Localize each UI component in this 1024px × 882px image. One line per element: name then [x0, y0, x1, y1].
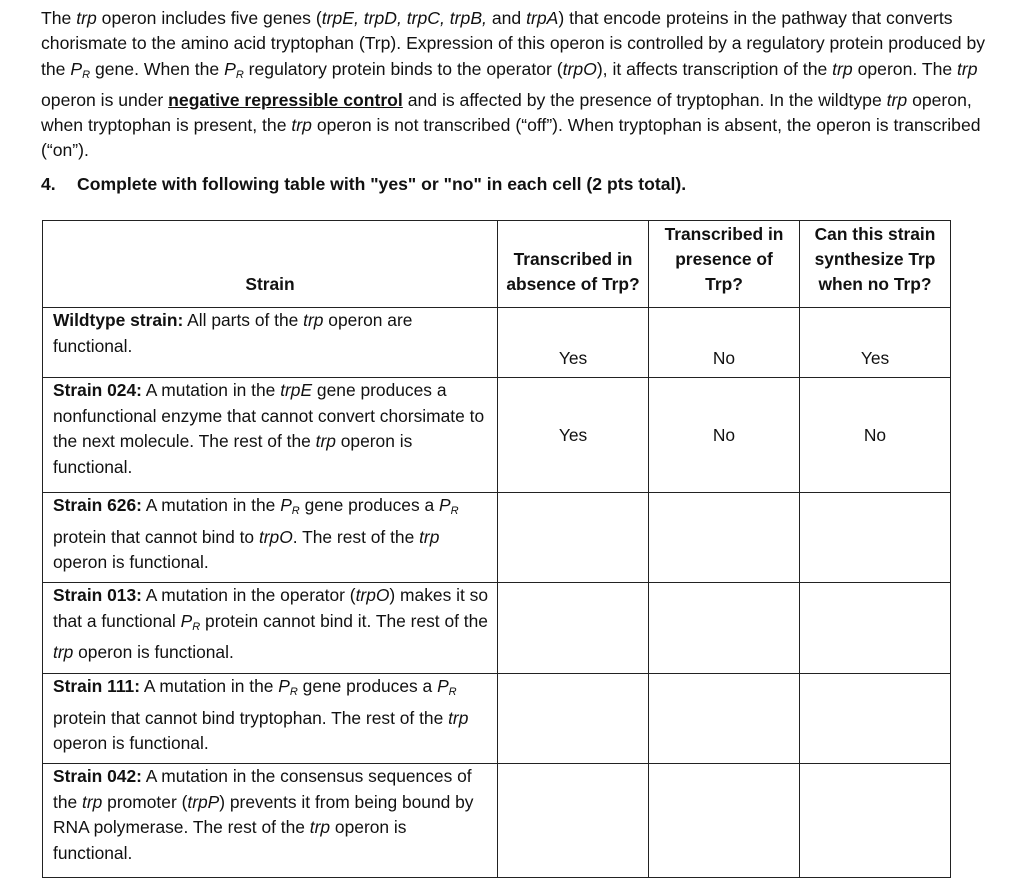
strain-text: . The rest of the [292, 526, 420, 547]
cell-presence[interactable]: No [649, 308, 800, 378]
strain-text: operon is functional. [53, 817, 407, 863]
strain-italic: trp [309, 817, 331, 838]
table-header-row [43, 221, 951, 308]
intro-italic: P [224, 58, 236, 79]
intro-subscript: R [82, 68, 91, 81]
cell-absence[interactable]: Yes [498, 308, 649, 378]
cell-synthesize[interactable] [800, 583, 951, 674]
intro-italic: trp [957, 58, 978, 79]
intro-text: operon is not transcribed (“off”). When tryptophan is absent, the operon is transcribed (“on”). [41, 115, 981, 161]
header-synthesize: Can this strain synthesize Trp when no Trp? [800, 221, 951, 308]
cell-absence[interactable]: Yes [498, 378, 649, 493]
strain-text: protein that cannot bind tryptophan. The rest of the [53, 707, 449, 728]
intro-paragraph [41, 6, 1001, 164]
strain-subscript: R [291, 505, 300, 517]
cell-presence[interactable] [649, 493, 800, 583]
strain-subscript: R [192, 620, 201, 633]
strain-subscript: R [450, 505, 459, 517]
intro-text: operon includes five genes ( [96, 8, 322, 28]
intro-italic: trpE, trpD, trpC, trpB, [321, 8, 487, 28]
intro-subscript: R [235, 68, 244, 81]
strain-text: A mutation in the operator ( [141, 585, 356, 605]
table-row-strain-024 [43, 378, 951, 493]
question-text: Complete with following table with "yes" or "no" in each cell (2 pts total). [77, 174, 687, 194]
cell-synthesize[interactable]: No [800, 378, 951, 493]
intro-italic: trpO [562, 58, 597, 79]
header-presence: Transcribed in presence of Trp? [649, 221, 800, 308]
intro-text: operon, when tryptophan is present, the [41, 89, 972, 136]
table-row-strain-013 [43, 583, 951, 674]
strain-name: Strain 626: [53, 495, 142, 515]
header-absence: Transcribed in absence of Trp? [498, 221, 649, 308]
strain-text: promoter ( [102, 791, 188, 812]
strain-italic: P [278, 676, 290, 696]
table-row-strain-111 [43, 674, 951, 764]
cell-presence[interactable]: No [649, 378, 800, 493]
strain-italic: trpO [355, 585, 390, 605]
strain-text: ) prevents it from being bound by RNA polymerase. The rest of the [53, 791, 474, 838]
strain-italic: P [438, 495, 451, 515]
intro-text: and is affected by the presence of tryptophan. In the wildtype [402, 89, 887, 110]
strain-italic: trp [303, 310, 324, 330]
cell-absence[interactable] [498, 583, 649, 674]
strain-text: gene produces a [299, 495, 439, 515]
table-row-strain-042 [43, 764, 951, 878]
intro-italic: trpA [526, 8, 559, 28]
cell-absence[interactable] [498, 674, 649, 764]
strain-description [43, 583, 498, 674]
strain-text: operon is functional. [53, 733, 209, 754]
strain-description [43, 674, 498, 764]
strain-name: Strain 042: [53, 766, 142, 786]
intro-text: ), it affects transcription of the [596, 58, 833, 79]
intro-italic: trp [886, 89, 908, 110]
strain-italic: trpE [280, 380, 313, 400]
cell-synthesize[interactable] [800, 764, 951, 878]
strain-italic: P [437, 676, 449, 696]
negative-repressible-control-emphasis: negative repressible control [168, 89, 403, 110]
strain-text: All parts of the [183, 310, 304, 330]
strain-italic: trpO [258, 526, 293, 547]
strain-text: A mutation in the [141, 495, 281, 515]
intro-italic: P [70, 58, 83, 79]
strain-text: operon is functional. [73, 642, 234, 663]
intro-italic: trp [76, 8, 97, 28]
cell-presence[interactable] [649, 674, 800, 764]
strain-italic: trpP [187, 791, 220, 812]
strain-name: Wildtype strain: [53, 310, 184, 330]
cell-synthesize[interactable] [800, 674, 951, 764]
strain-text: operon is functional. [53, 431, 413, 477]
intro-text: gene. When the [90, 58, 225, 79]
strain-description [43, 493, 498, 583]
strain-description [43, 378, 498, 493]
header-strain: Strain [43, 221, 498, 308]
strain-description [43, 308, 498, 378]
strain-text: A mutation in the consensus sequences of the [53, 766, 472, 812]
strain-italic: P [280, 495, 292, 515]
cell-presence[interactable] [649, 764, 800, 878]
intro-text: and [486, 8, 527, 28]
strain-italic: P [180, 610, 193, 631]
question-heading [41, 171, 1001, 197]
intro-italic: trp [832, 58, 853, 79]
strain-description [43, 764, 498, 878]
strain-text: gene produces a [297, 676, 438, 696]
strain-name: Strain 111: [53, 676, 141, 696]
question-number: 4. [41, 174, 56, 194]
table-row-wildtype [43, 308, 951, 378]
strain-text: operon are functional. [53, 310, 413, 356]
strain-italic: trp [419, 526, 440, 547]
strain-text: protein cannot bind it. The rest of the [200, 610, 488, 631]
intro-text: operon is under [41, 89, 169, 110]
cell-absence[interactable] [498, 764, 649, 878]
intro-text: operon. The [852, 58, 958, 79]
strain-text: A mutation in the [140, 676, 279, 696]
strain-italic: trp [53, 642, 74, 663]
strain-subscript: R [289, 686, 298, 698]
strain-text: protein that cannot bind to [53, 526, 259, 547]
strain-subscript: R [448, 686, 457, 698]
strain-text: A mutation in the [141, 380, 281, 400]
strain-table [42, 220, 951, 878]
strain-name: Strain 013: [53, 585, 142, 605]
strain-italic: trp [82, 791, 103, 812]
strain-text: ) makes it so that a functional [53, 585, 488, 631]
cell-absence[interactable] [498, 493, 649, 583]
intro-italic: trp [291, 115, 312, 136]
strain-italic: trp [448, 707, 469, 728]
cell-synthesize[interactable] [800, 493, 951, 583]
cell-presence[interactable] [649, 583, 800, 674]
intro-text: regulatory protein binds to the operator ( [243, 58, 563, 79]
intro-text: ) that encode proteins in the pathway that converts chorismate to the amino acid tryptophan (Trp). Expression of this operon is controlled by a regulatory protein produced by the [41, 8, 986, 79]
cell-synthesize[interactable]: Yes [800, 308, 951, 378]
strain-name: Strain 024: [53, 380, 142, 400]
strain-italic: trp [315, 431, 336, 452]
intro-text: The [41, 8, 77, 28]
strain-text: gene produces a nonfunctional enzyme that cannot convert chorsimate to the next molecule. The rest of the [53, 380, 485, 452]
table-row-strain-626 [43, 493, 951, 583]
strain-text: operon is functional. [53, 552, 209, 573]
